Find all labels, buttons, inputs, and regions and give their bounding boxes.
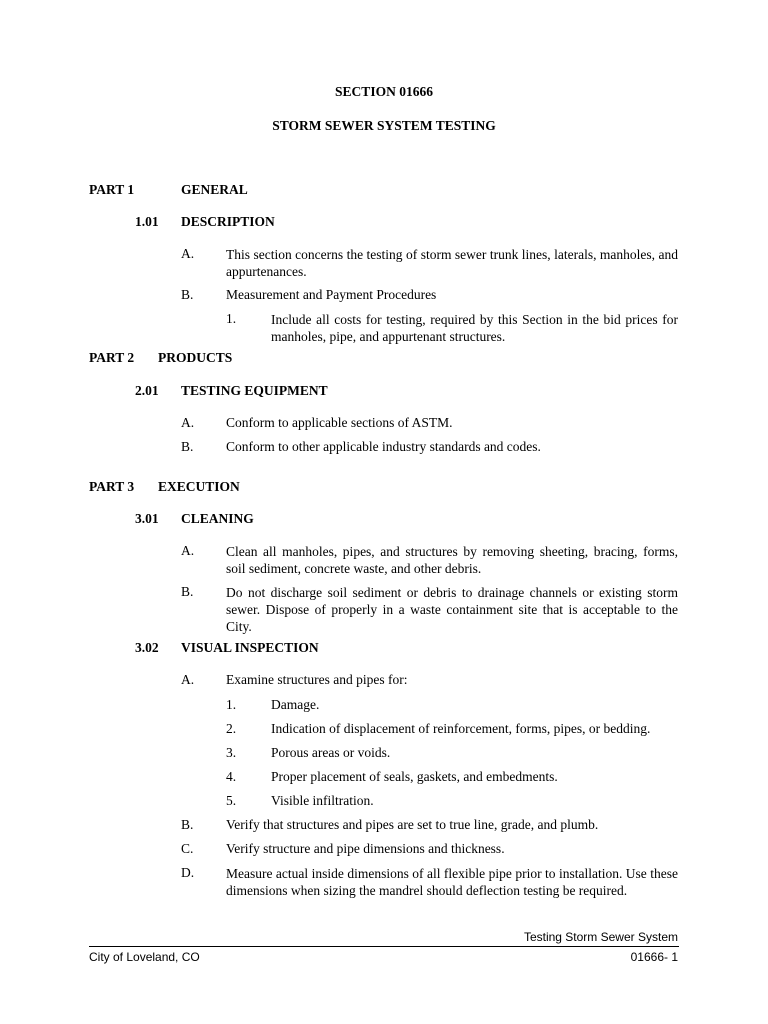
part3-title: EXECUTION bbox=[158, 479, 240, 494]
s301-a-text: Clean all manholes, pipes, and structures by removing sheeting, bracing, forms, soil sediment, concrete waste, and other debris. bbox=[226, 544, 678, 576]
s201-b-letter: B. bbox=[181, 439, 194, 454]
s201-a-text: Conform to applicable sections of ASTM. bbox=[226, 415, 453, 430]
part2-title: PRODUCTS bbox=[158, 350, 233, 365]
s302-b-letter: B. bbox=[181, 817, 194, 832]
s101-number: 1.01 bbox=[135, 214, 159, 229]
s302-c-letter: C. bbox=[181, 841, 194, 856]
s301-title: CLEANING bbox=[181, 511, 254, 526]
list-item-number: 5. bbox=[226, 793, 237, 808]
s302-a-text: Examine structures and pipes for: bbox=[226, 672, 408, 687]
footer-page-number: 01666- 1 bbox=[630, 950, 678, 964]
list-item-text: Damage. bbox=[271, 697, 320, 712]
s302-b-text: Verify that structures and pipes are set to true line, grade, and plumb. bbox=[226, 817, 599, 832]
part2-label: PART 2 bbox=[89, 350, 135, 365]
s302-number: 3.02 bbox=[135, 640, 159, 655]
s301-b-text: Do not discharge soil sediment or debris to drainage channels or existing storm sewer. Dispose of properly in a waste containment site that is acceptable to the City. bbox=[226, 585, 678, 634]
s302-d-letter: D. bbox=[181, 865, 195, 880]
s101-b1-text: Include all costs for testing, required by this Section in the bid prices for manholes, pipe, and appurtenant structures. bbox=[271, 312, 678, 344]
list-item-text: Proper placement of seals, gaskets, and embedments. bbox=[271, 769, 558, 784]
s201-number: 2.01 bbox=[135, 383, 159, 398]
s201-a-letter: A. bbox=[181, 415, 195, 430]
part3-label: PART 3 bbox=[89, 479, 135, 494]
s101-title: DESCRIPTION bbox=[181, 214, 275, 229]
s101-b1-number: 1. bbox=[226, 311, 237, 326]
list-item-text: Visible infiltration. bbox=[271, 793, 374, 808]
list-item-number: 4. bbox=[226, 769, 237, 784]
s301-b-letter: B. bbox=[181, 584, 194, 599]
footer-doc-title: Testing Storm Sewer System bbox=[523, 930, 678, 944]
part1-title: GENERAL bbox=[181, 182, 248, 197]
section-title: STORM SEWER SYSTEM TESTING bbox=[272, 118, 496, 133]
s101-a-letter: A. bbox=[181, 246, 195, 261]
footer-city: City of Loveland, CO bbox=[89, 950, 200, 964]
s201-title: TESTING EQUIPMENT bbox=[181, 383, 328, 398]
s101-b-letter: B. bbox=[181, 287, 194, 302]
s302-c-text: Verify structure and pipe dimensions and thickness. bbox=[226, 841, 505, 856]
footer-divider bbox=[89, 946, 679, 947]
s101-a-text: This section concerns the testing of storm sewer trunk lines, laterals, manholes, and appurtenances. bbox=[226, 247, 678, 279]
s302-title: VISUAL INSPECTION bbox=[181, 640, 319, 655]
list-item-number: 2. bbox=[226, 721, 237, 736]
list-item-number: 1. bbox=[226, 697, 237, 712]
s201-b-text: Conform to other applicable industry standards and codes. bbox=[226, 439, 541, 454]
part1-label: PART 1 bbox=[89, 182, 135, 197]
s101-b-text: Measurement and Payment Procedures bbox=[226, 287, 437, 302]
s302-a-letter: A. bbox=[181, 672, 195, 687]
list-item-text: Porous areas or voids. bbox=[271, 745, 391, 760]
s301-a-letter: A. bbox=[181, 543, 195, 558]
list-item-number: 3. bbox=[226, 745, 237, 760]
section-number: SECTION 01666 bbox=[335, 84, 433, 99]
s301-number: 3.01 bbox=[135, 511, 159, 526]
list-item-text: Indication of displacement of reinforcement, forms, pipes, or bedding. bbox=[271, 721, 651, 736]
s302-d-text: Measure actual inside dimensions of all flexible pipe prior to installation. Use these dimensions when sizing the mandrel should deflection testing be required. bbox=[226, 866, 678, 898]
